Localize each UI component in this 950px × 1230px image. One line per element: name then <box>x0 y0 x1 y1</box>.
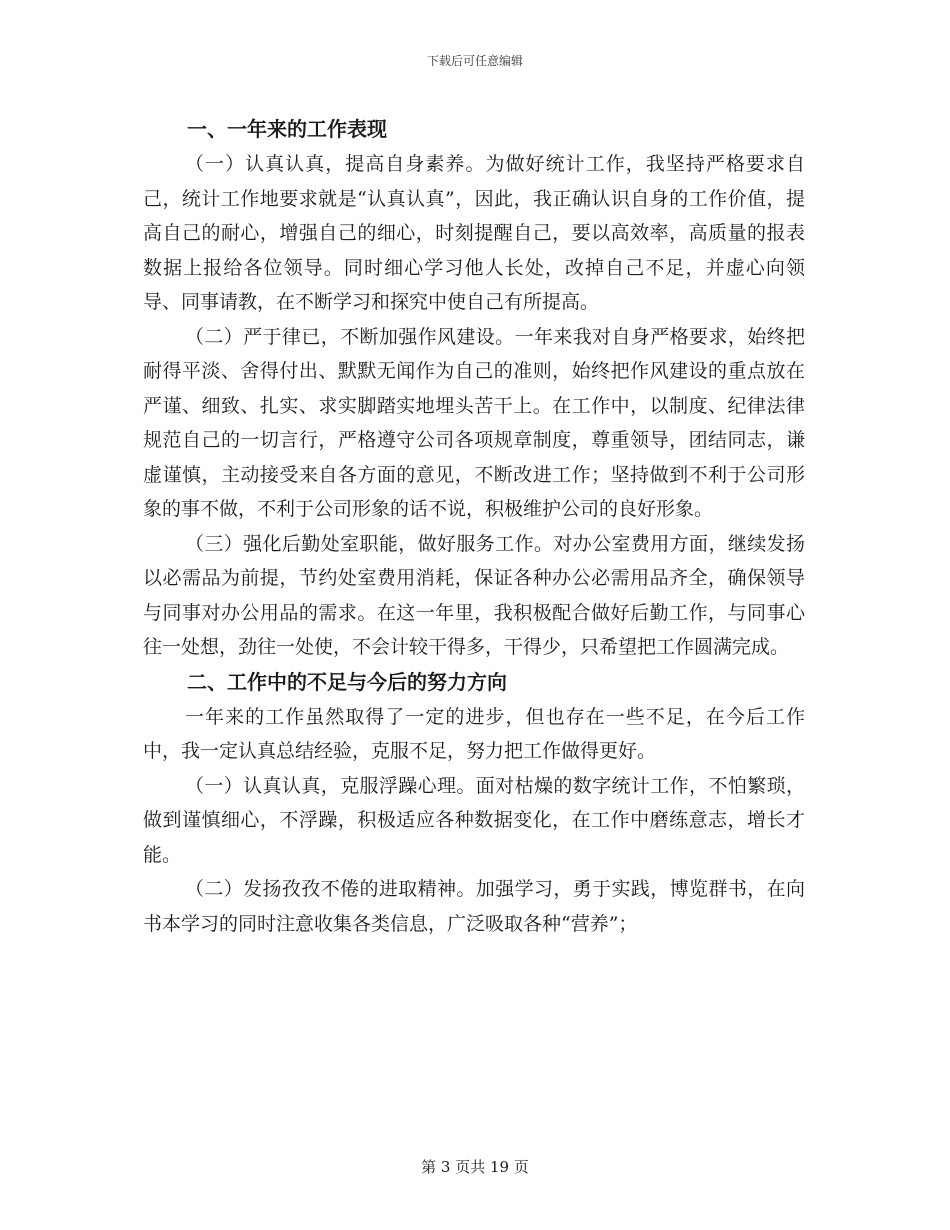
section-heading: 一、一年来的工作表现 <box>187 117 387 141</box>
paragraph: （一）认真认真，提高自身素养。为做好统计工作，我坚持严格要求自己，统计工作地要求就是“认真认真”，因此，我正确认识自身的工作价值，提高自己的耐心，增强自己的细心，时刻提醒自己，要以高效率，高质量的报表数据上报给各位领导。同时细心学习他人长处，改掉自己不足，并虚心向领导、同事请教，在不断学习和探究中使自己有所提高。 <box>143 153 805 313</box>
page-number: 第 3 页共 19 页 <box>421 1158 529 1176</box>
page-header-note: 下载后可任意编辑 <box>426 54 523 68</box>
section-heading: 二、工作中的不足与今后的努力方向 <box>187 669 507 694</box>
paragraph: （一）认真认真，克服浮躁心理。面对枯燥的数字统计工作，不怕繁琐，做到谨慎细心，不浮躁，积极适应各种数据变化，在工作中磨练意志，增长才能。 <box>143 774 805 866</box>
paragraph: （二）发扬孜孜不倦的进取精神。加强学习，勇于实践，博览群书，在向书本学习的同时注意收集各类信息，广泛吸取各种“营养”； <box>143 878 805 935</box>
document-body <box>143 112 805 941</box>
paragraph: （二）严于律已，不断加强作风建设。一年来我对自身严格要求，始终把耐得平淡、舍得付出、默默无闻作为自己的准则，始终把作风建设的重点放在严谨、细致、扎实、求实脚踏实地埋头苦干上。在工作中，以制度、纪律法律规范自己的一切言行，严格遵守公司各项规章制度，尊重领导，团结同志，谦虚谨慎，主动接受来自各方面的意见，不断改进工作；坚持做到不利于公司形象的事不做，不利于公司形象的话不说，积极维护公司的良好形象。 <box>143 325 805 520</box>
paragraph: 一年来的工作虽然取得了一定的进步，但也存在一些不足，在今后工作中，我一定认真总结经验，克服不足，努力把工作做得更好。 <box>143 705 805 762</box>
paragraph: （三）强化后勤处室职能，做好服务工作。对办公室费用方面，继续发扬以必需品为前提，节约处室费用消耗，保证各种办公必需用品齐全，确保领导与同事对办公用品的需求。在这一年里，我积极配合做好后勤工作，与同事心往一处想，劲往一处使，不会计较干得多，干得少，只希望把工作圆满完成。 <box>143 532 805 658</box>
